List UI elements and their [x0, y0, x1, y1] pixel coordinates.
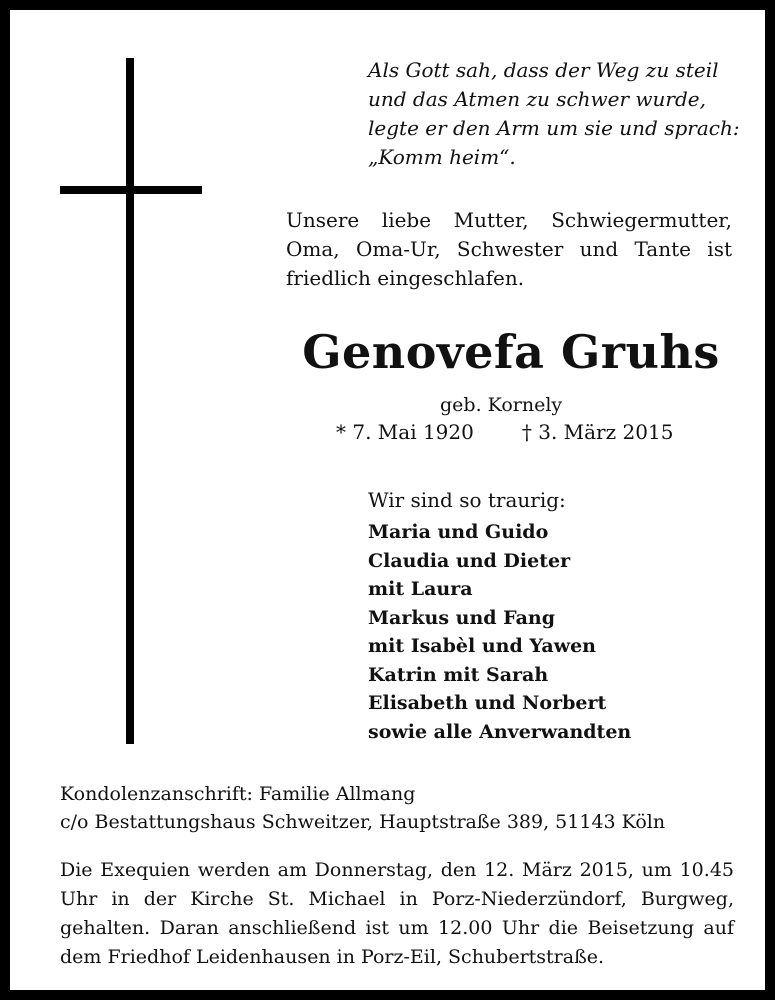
funeral-service-info: Die Exequien werden am Donnerstag, den 12. März 2015, um 10.45 Uhr in der Kirche St. Michael in Porz-Niederzündorf, Burgweg, gehalten. Daran anschließend ist um 12.00 Uhr die Beisetzung auf dem Friedhof Leidenhausen in Porz-Eil, Schubertstraße.	[60, 859, 734, 968]
poem-line: und das Atmen zu schwer wurde,	[368, 87, 706, 111]
mourner-name: mit Isabèl und Yawen	[368, 635, 596, 657]
cross-icon-crossbar	[60, 186, 202, 194]
mourner-name: mit Laura	[368, 578, 473, 600]
mourner-name: Maria und Guido	[368, 521, 549, 543]
mourner-name: sowie alle Anverwandten	[368, 720, 632, 743]
cross-icon	[126, 58, 134, 744]
mourners-list	[368, 518, 631, 746]
life-dates	[336, 418, 673, 446]
mourner-name: Claudia und Dieter	[368, 549, 571, 572]
birth-date: * 7. Mai 1920	[336, 420, 474, 444]
maiden-name: geb. Kornely	[440, 394, 563, 416]
condolence-address	[60, 780, 665, 836]
poem-line: „Komm heim“.	[368, 145, 516, 169]
mourner-name: Elisabeth und Norbert	[368, 692, 607, 714]
deceased-name: Genovefa Gruhs	[302, 325, 720, 379]
condolence-line: c/o Bestattungshaus Schweitzer, Hauptstraße 389, 51143 Köln	[60, 811, 666, 833]
mourners-heading: Wir sind so traurig:	[368, 488, 566, 512]
mourner-name: Katrin mit Sarah	[368, 663, 549, 686]
poem-line: Als Gott sah, dass der Weg zu steil	[368, 58, 719, 82]
poem	[368, 56, 740, 172]
intro-text: Unsere liebe Mutter, Schwiegermutter, Oma, Oma-Ur, Schwester und Tante ist friedlich eingeschlafen.	[286, 208, 732, 290]
death-date: † 3. März 2015	[521, 420, 674, 444]
condolence-line: Kondolenzanschrift: Familie Allmang	[60, 783, 416, 805]
poem-line: legte er den Arm um sie und sprach:	[368, 116, 740, 140]
mourner-name: Markus und Fang	[368, 606, 556, 629]
